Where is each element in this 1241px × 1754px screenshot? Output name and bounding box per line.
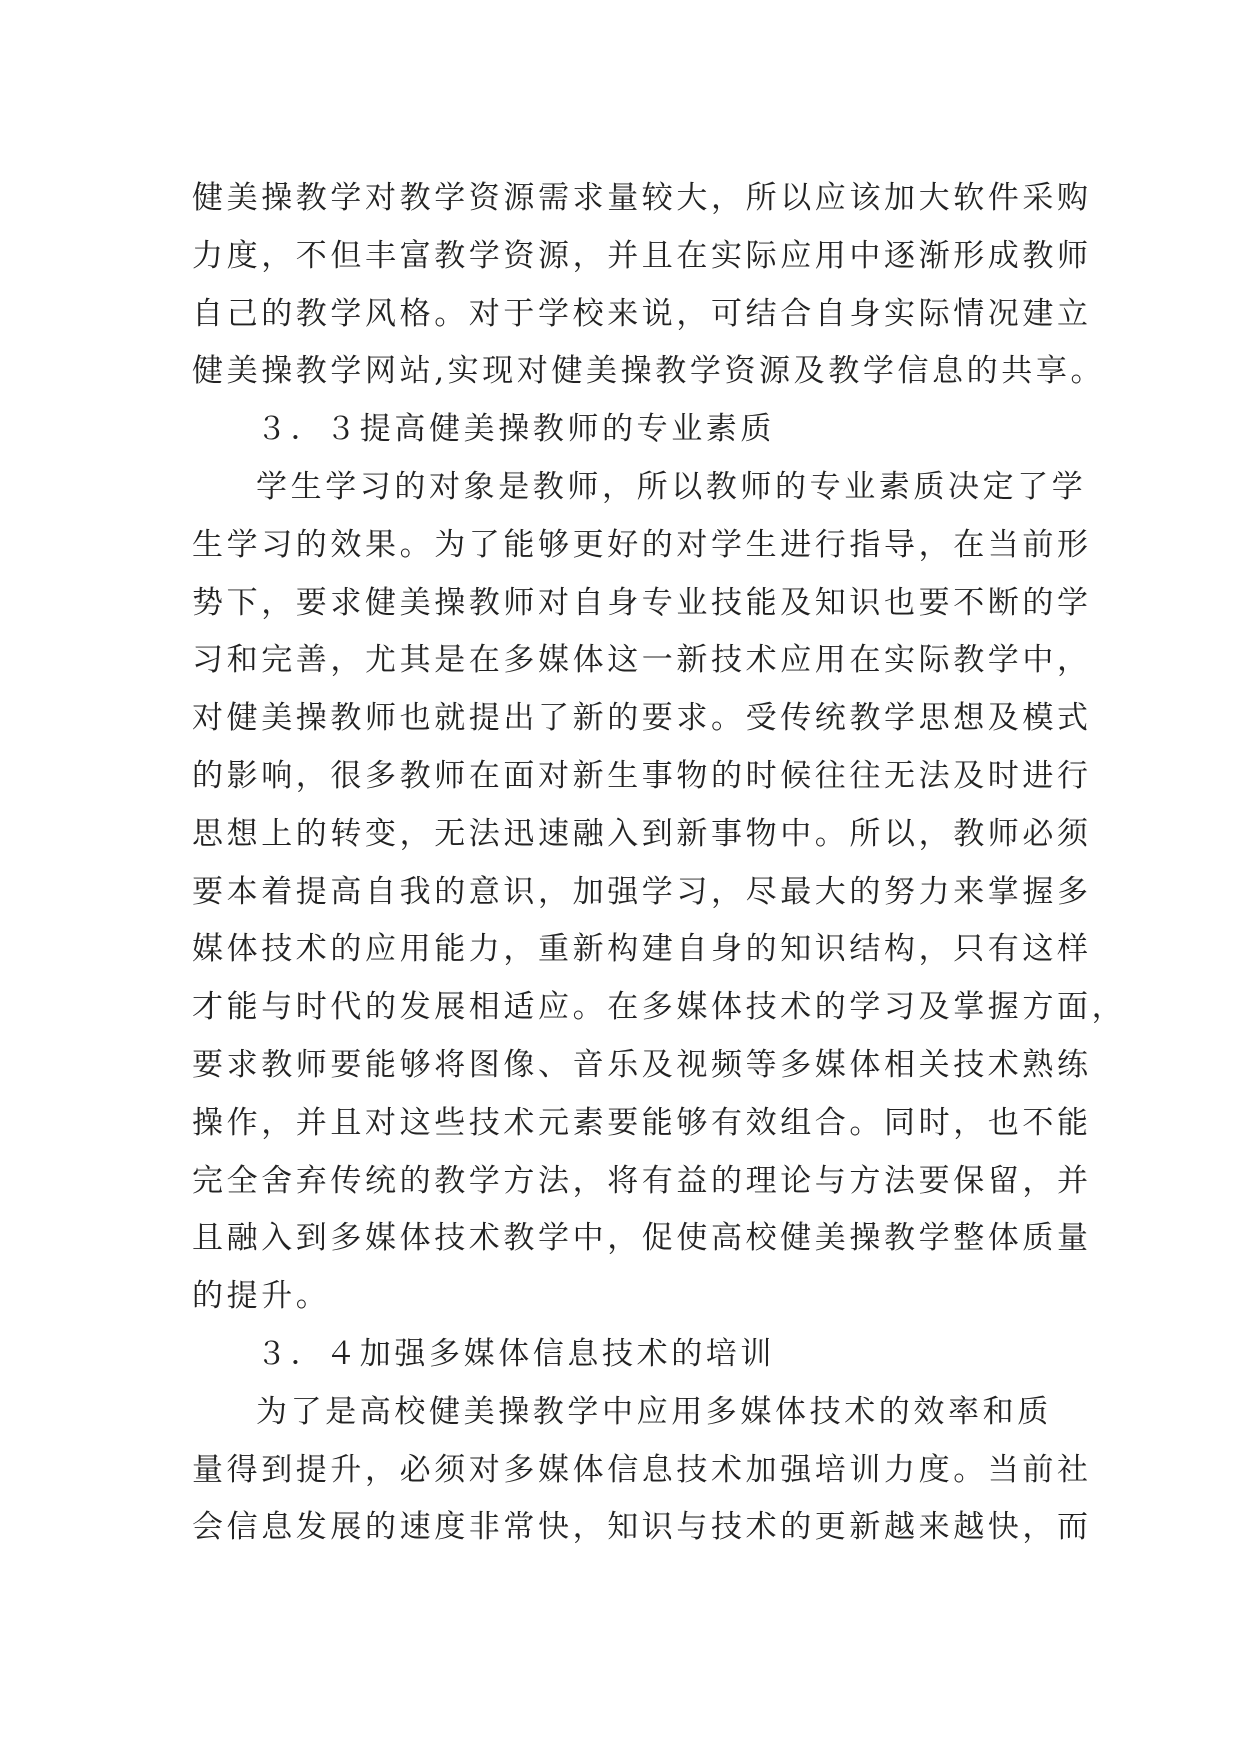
text-line: 自己的教学风格。对于学校来说，可结合自身实际情况建立 [192, 295, 1092, 332]
text-line: 势下，要求健美操教师对自身专业技能及知识也要不断的学 [192, 584, 1092, 621]
text-line: 健美操教学网站,实现对健美操教学资源及教学信息的共享。 [192, 353, 1106, 390]
text-line: 媒体技术的应用能力，重新构建自身的知识结构，只有这样 [192, 931, 1092, 968]
text-line: 量得到提升，必须对多媒体信息技术加强培训力度。当前社 [192, 1451, 1092, 1488]
text-line: 健美操教学对教学资源需求量较大，所以应该加大软件采购 [192, 180, 1092, 216]
text-line: 的提升。 [192, 1278, 331, 1315]
body-text [192, 170, 1127, 1557]
section-heading-3-4: ３．４加强多媒体信息技术的培训 [256, 1335, 775, 1372]
text-line: 为了是高校健美操教学中应用多媒体技术的效率和质 [256, 1393, 1052, 1430]
text-line: 才能与时代的发展相适应。在多媒体技术的学习及掌握方面， [192, 989, 1127, 1026]
text-line: 要本着提高自我的意识，加强学习，尽最大的努力来掌握多 [192, 873, 1092, 910]
text-line: 要求教师要能够将图像、音乐及视频等多媒体相关技术熟练 [192, 1046, 1092, 1083]
text-line: 完全舍弃传统的教学方法，将有益的理论与方法要保留，并 [192, 1162, 1092, 1199]
text-line: 力度，不但丰富教学资源，并且在实际应用中逐渐形成教师 [192, 237, 1092, 274]
text-line: 思想上的转变，无法迅速融入到新事物中。所以，教师必须 [192, 815, 1092, 852]
text-line: 操作，并且对这些技术元素要能够有效组合。同时，也不能 [192, 1104, 1092, 1141]
text-line: 生学习的效果。为了能够更好的对学生进行指导，在当前形 [192, 526, 1092, 563]
text-line: 对健美操教师也就提出了新的要求。受传统教学思想及模式 [192, 700, 1092, 737]
text-line: 会信息发展的速度非常快，知识与技术的更新越来越快，而 [192, 1509, 1092, 1546]
text-line: 习和完善，尤其是在多媒体这一新技术应用在实际教学中， [192, 642, 1092, 679]
text-line: 的影响，很多教师在面对新生事物的时候往往无法及时进行 [192, 757, 1092, 794]
text-line: 学生学习的对象是教师，所以教师的专业素质决定了学 [256, 468, 1087, 505]
text-line: 且融入到多媒体技术教学中，促使高校健美操教学整体质量 [192, 1220, 1092, 1257]
section-heading-3-3: ３．３提高健美操教师的专业素质 [256, 411, 775, 448]
